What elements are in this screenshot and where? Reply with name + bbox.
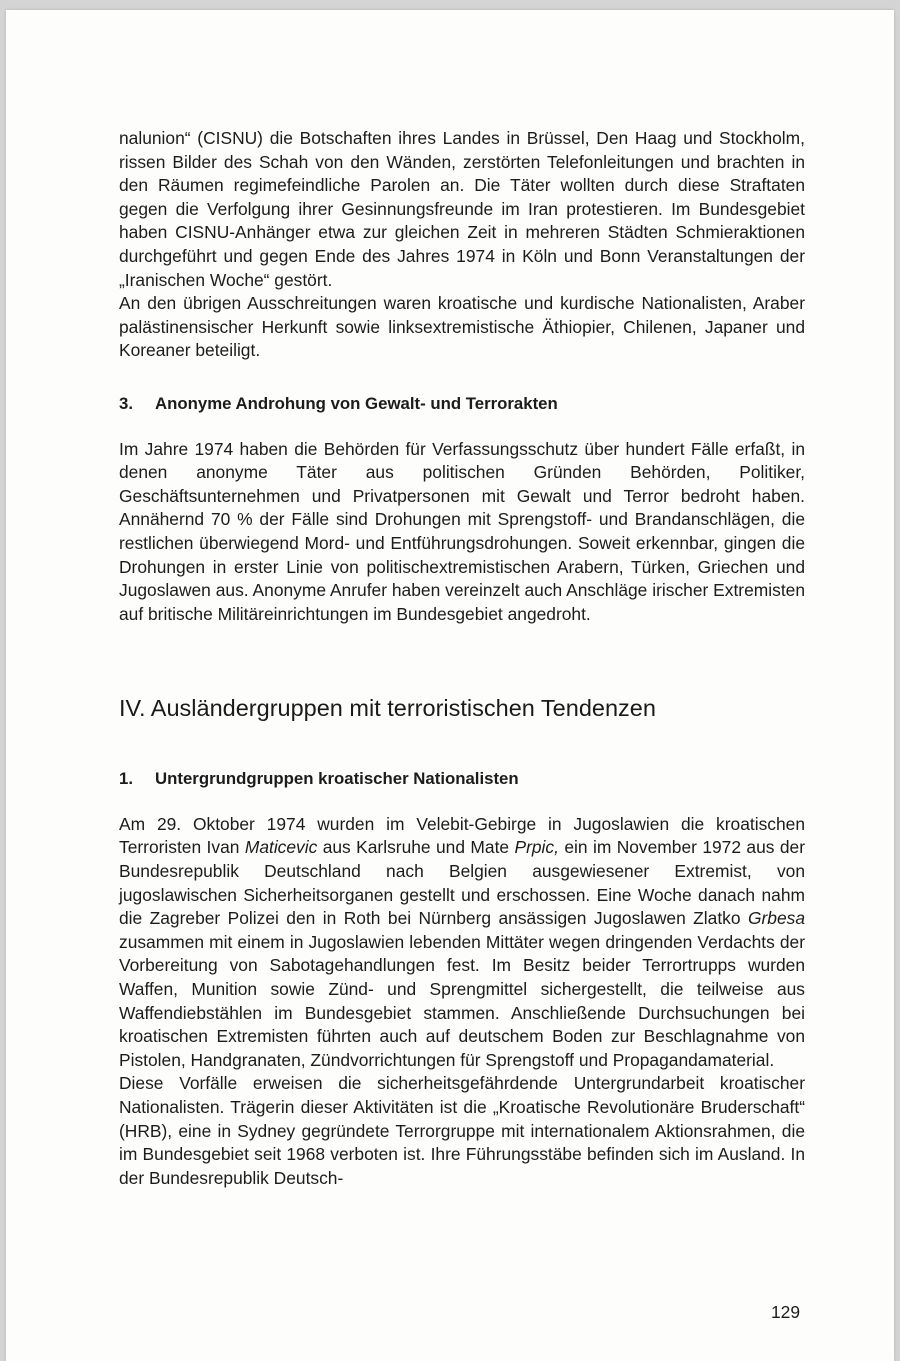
chapter-iv-heading: IV. Ausländergruppen mit terroristischen Tendenzen [119,695,656,722]
section-1-heading [119,767,805,791]
section-3-heading [119,392,805,416]
page-number: 129 [771,1302,801,1322]
section-1-paragraph-2: Diese Vorfälle erweisen die sicherheitsgefährdende Untergrundarbeit kroatischer Nationalisten. Trägerin dieser Aktivitäten ist die „Kroatische Revolutionäre Bruderschaft“ (HRB), eine in Sydney gegründete Terrorgruppe mit internationalem Aktionsrahmen, die im Bundesgebiet seit 1968 verboten ist. Ihre Führungsstäbe befinden sich im Ausland. In der Bundesrepublik Deutsch- [119,1073,805,1188]
intro-paragraph-2: An den übrigen Ausschreitungen waren kroatische und kurdische Nationalisten, Araber palästinensischer Herkunft sowie linksextremistische Äthiopier, Chilenen, Japaner und Koreaner beteiligt. [119,293,805,361]
name-maticevic: Maticevic [244,837,318,858]
section-3-number: 3. [119,393,133,413]
name-prpic: Prpic, [514,837,559,858]
page-content [119,127,805,1190]
section-1-paragraph-1 [119,813,805,1073]
intro-paragraph-1: nalunion“ (CISNU) die Botschaften ihres Landes in Brüssel, Den Haag und Stockholm, rissen Bilder des Schah von den Wänden, zerstörten Telefonleitungen und brachten in den Räumen regimefeindliche Parolen an. Die Täter wollten durch diese Straftaten gegen die Verfolgung ihrer Gesinnungsfreunde im Iran protestieren. Im Bundesgebiet haben CISNU-Anhänger etwa zur gleichen Zeit in mehreren Städten Schmieraktionen durchgeführt und gegen Ende des Jahres 1974 in Köln und Bonn Veranstaltungen der „Iranischen Woche“ gestört. [119,128,805,290]
section-1-number: 1. [119,769,133,789]
para-1-part-a: Am 29. Oktober 1974 wurden im Velebit-Gebirge in Jugoslawien die kroatischen Terroristen Ivan [119,813,805,858]
document-page [6,10,894,1361]
section-3-paragraph: Im Jahre 1974 haben die Behörden für Verfassungsschutz über hundert Fälle erfaßt, in denen anonyme Täter aus politischen Gründen Behörden, Politiker, Geschäftsunternehmen und Privatpersonen mit Gewalt und Terror bedroht haben. Annähernd 70 % der Fälle sind Drohungen mit Sprengstoff- und Brandanschlägen, die restlichen überwiegend Mord- und Entführungsdrohungen. Soweit erkennbar, gingen die Drohungen in erster Linie von politischextremistischen Arabern, Türken, Griechen und Jugoslawen aus. Anonyme Anrufer haben vereinzelt auch Anschläge irischer Extremisten auf britische Militäreinrichtungen im Bundesgebiet angedroht. [119,438,805,624]
name-grbesa: Grbesa [747,908,805,929]
para-1-part-b: aus Karlsruhe und Mate [317,837,515,858]
section-1-title: Untergrundgruppen kroatischer Nationalisten [155,769,519,789]
section-3-title: Anonyme Androhung von Gewalt- und Terrorakten [155,393,558,413]
para-1-part-c: ein im November 1972 aus der Bundesrepublik Deutschland nach Belgien ausgewiesener Extremist, von jugoslawischen Sicherheitsorganen gestellt und erschossen. Eine Woche danach nahm die Zagreber Polizei den in Roth bei Nürnberg ansässigen Jugoslawen Zlatko [119,837,805,929]
para-1-part-d: zusammen mit einem in Jugoslawien lebenden Mittäter wegen dringenden Verdachts der Vorbereitung von Sabotagehandlungen fest. Im Besitz beider Terrortrupps wurden Waffen, Munition sowie Zünd- und Sprengmittel sichergestellt, die teilweise aus Waffendiebstählen im Bundesgebiet stammen. Anschließende Durchsuchungen bei kroatischen Extremisten führten auch auf deutschem Boden zur Beschlagnahme von Pistolen, Handgranaten, Zündvorrichtungen für Sprengstoff und Propagandamaterial. [119,931,805,1070]
